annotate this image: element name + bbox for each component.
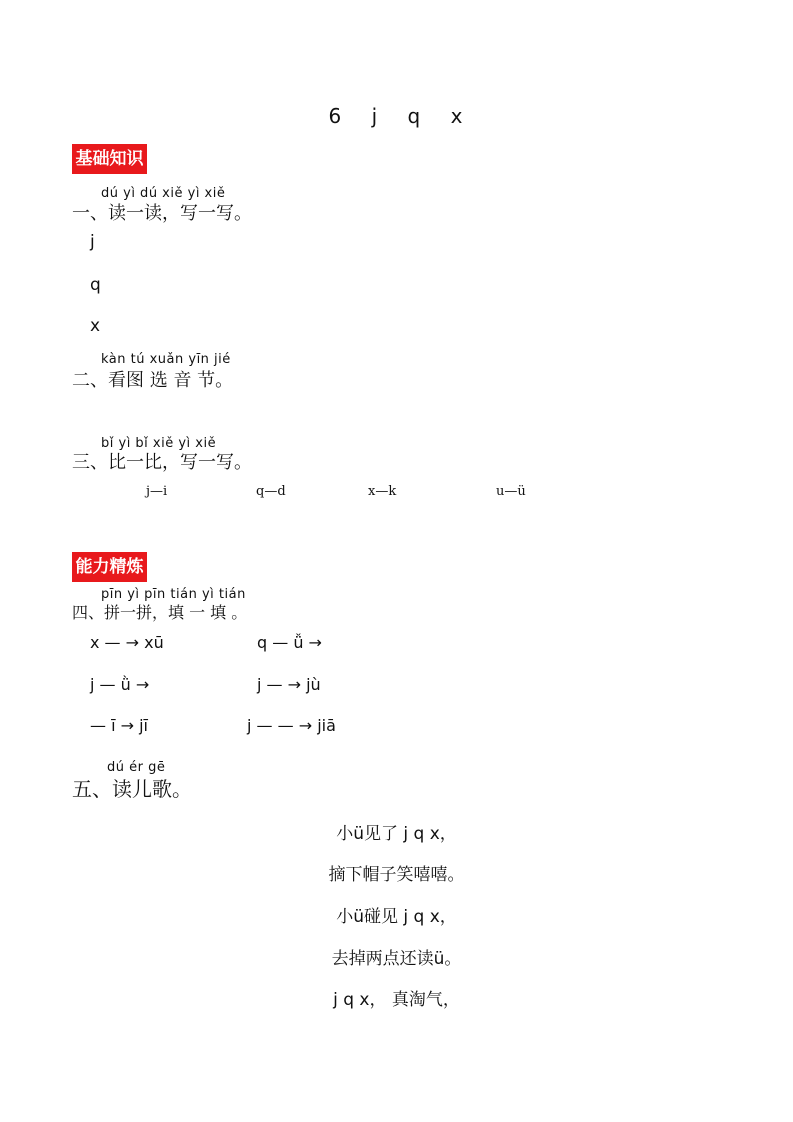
q4-heading: 四、拼一拼，填 一 填 。: [72, 603, 248, 622]
lesson-number: 6: [328, 104, 344, 128]
fill-item: j — — → jiā: [247, 716, 336, 735]
fill-item: j — → jù: [257, 675, 321, 694]
fill-item: — ī → jī: [90, 716, 148, 735]
poem-line: 去掉两点还读ü。: [331, 949, 462, 969]
fill-item: j — ǜ →: [90, 675, 150, 694]
title-letter: j: [371, 104, 380, 128]
compare-pair: q—d: [256, 484, 286, 499]
compare-pair: x—k: [368, 484, 397, 499]
fill-item: x — → xū: [90, 633, 164, 652]
q1-pinyin: dú yì dú xiě yì xiě: [101, 186, 226, 201]
q5-heading: 五、读儿歌。: [72, 777, 192, 801]
poem-line: 摘下帽子笑嘻嘻。: [328, 865, 465, 885]
title-letter: q: [407, 104, 423, 128]
fill-item: q — ǚ →: [257, 633, 322, 652]
poem-line: 小ü见了 j q x，: [336, 824, 457, 844]
q1-letter-x: x: [90, 316, 101, 336]
q3-pinyin: bǐ yì bǐ xiě yì xiě: [101, 436, 217, 451]
q3-heading: 三、比一比，写一写。: [72, 452, 252, 473]
poem-line: j q x， 真淘气，: [333, 990, 460, 1010]
section-badge-basic: 基础知识: [72, 144, 147, 174]
q4-pinyin: pīn yì pīn tián yì tián: [101, 587, 246, 602]
q1-heading: 一、读一读，写一写。: [72, 203, 252, 224]
compare-pair: j—i: [146, 484, 168, 499]
title-letter: x: [450, 104, 465, 128]
q1-letter-q: q: [90, 275, 101, 295]
q2-heading: 二、看图 选 音 节。: [72, 370, 234, 391]
q5-pinyin: dú ér gē: [107, 760, 166, 775]
q1-letter-j: j: [90, 232, 95, 252]
q2-pinyin: kàn tú xuǎn yīn jié: [101, 352, 231, 367]
poem-line: 小ü碰见 j q x，: [336, 907, 457, 927]
section-badge-ability: 能力精炼: [72, 552, 147, 582]
compare-pair: u—ü: [496, 484, 526, 499]
page-title: [0, 104, 793, 128]
